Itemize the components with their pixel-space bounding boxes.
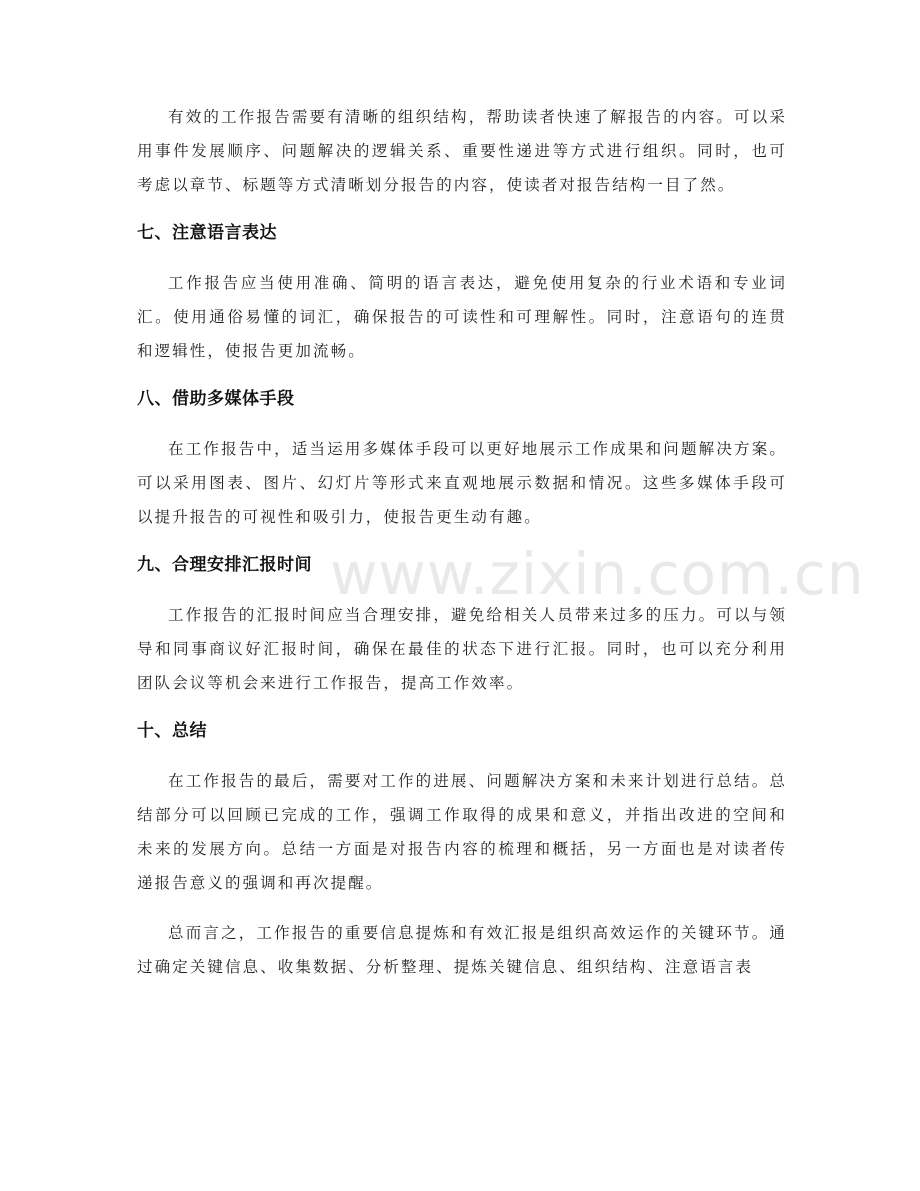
paragraph-language: 工作报告应当使用准确、简明的语言表达，避免使用复杂的行业术语和专业词汇。使用通俗易懂的词汇，确保报告的可读性和可理解性。同时，注意语句的连贯和逻辑性，使报告更加流畅。	[137, 274, 787, 360]
paragraph-timing: 工作报告的汇报时间应当合理安排，避免给相关人员带来过多的压力。可以与领导和同事商议好汇报时间，确保在最佳的状态下进行汇报。同时，也可以充分利用团队会议等机会来进行工作报告，提高工作效率。	[137, 606, 787, 692]
paragraph-organization: 有效的工作报告需要有清晰的组织结构，帮助读者快速了解报告的内容。可以采用事件发展顺序、问题解决的逻辑关系、重要性递进等方式进行组织。同时，也可考虑以章节、标题等方式清晰划分报告的内容，使读者对报告结构一目了然。	[137, 108, 787, 194]
paragraph-summary: 在工作报告的最后，需要对工作的进展、问题解决方案和未来计划进行总结。总结部分可以回顾已完成的工作，强调工作取得的成果和意义，并指出改进的空间和未来的发展方向。总结一方面是对报告内容的梳理和概括，另一方面也是对读者传递报告意义的强调和再次提醒。	[137, 772, 787, 892]
paragraph-conclusion: 总而言之，工作报告的重要信息提炼和有效汇报是组织高效运作的关键环节。通过确定关键信息、收集数据、分析整理、提炼关键信息、组织结构、注意语言表	[137, 924, 787, 976]
section-heading-8: 八、借助多媒体手段	[137, 389, 295, 409]
section-heading-7: 七、注意语言表达	[137, 223, 277, 243]
watermark: www.zixin.com.cn	[330, 540, 865, 608]
section-heading-10: 十、总结	[137, 721, 207, 741]
paragraph-multimedia: 在工作报告中，适当运用多媒体手段可以更好地展示工作成果和问题解决方案。可以采用图表、图片、幻灯片等形式来直观地展示数据和情况。这些多媒体手段可以提升报告的可视性和吸引力，使报告更生动有趣。	[137, 440, 787, 526]
section-heading-9: 九、合理安排汇报时间	[137, 555, 312, 575]
document-body	[137, 100, 787, 1000]
